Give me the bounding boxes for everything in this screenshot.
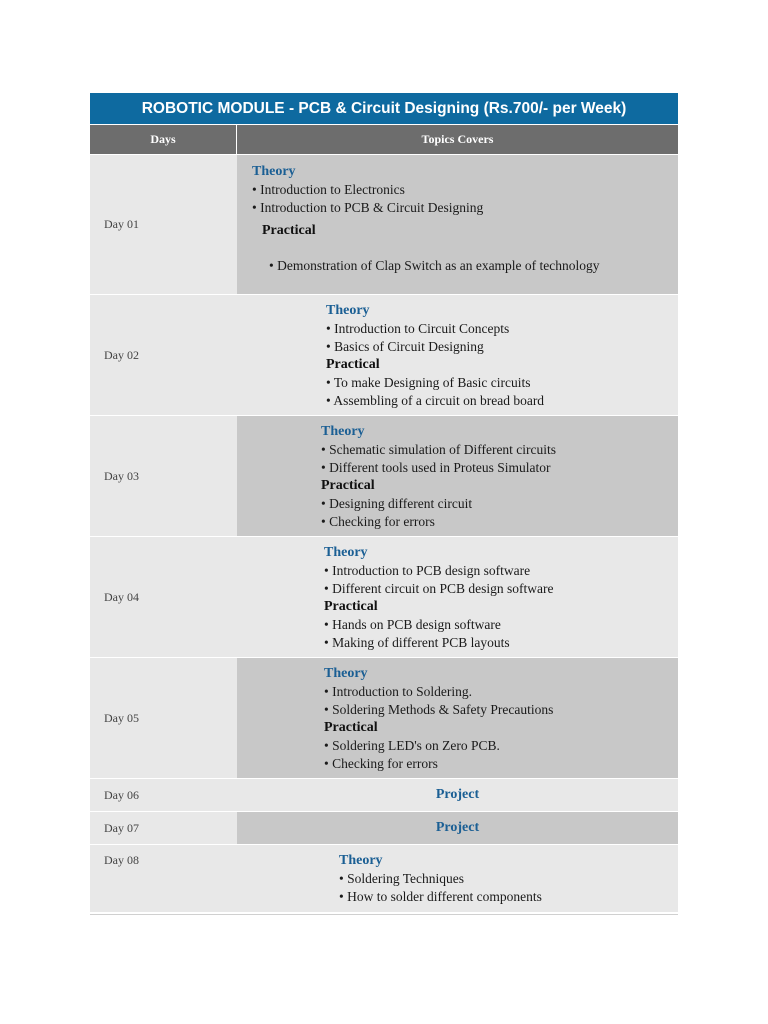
day-label: Day 04 bbox=[90, 537, 237, 657]
table-header-row bbox=[90, 124, 678, 154]
list-item: • To make Designing of Basic circuits bbox=[326, 375, 531, 390]
list-item: • How to solder different components bbox=[339, 889, 542, 904]
practical-heading: Practical bbox=[262, 223, 316, 238]
practical-heading: Practical bbox=[321, 478, 375, 493]
topics-cell bbox=[237, 658, 678, 778]
theory-heading: Theory bbox=[326, 303, 370, 318]
list-item: • Soldering Methods & Safety Precautions bbox=[324, 702, 554, 717]
table-row bbox=[90, 294, 678, 415]
list-item: • Basics of Circuit Designing bbox=[326, 339, 484, 354]
day-label: Day 08 bbox=[90, 845, 237, 912]
list-item: • Introduction to PCB & Circuit Designing bbox=[252, 200, 484, 215]
day-label: Day 07 bbox=[90, 812, 237, 844]
list-item: • Making of different PCB layouts bbox=[324, 635, 510, 650]
header-topics: Topics Covers bbox=[421, 132, 494, 146]
project-label: Project bbox=[435, 820, 480, 835]
project-label: Project bbox=[435, 787, 480, 802]
table-row bbox=[90, 536, 678, 657]
topics-cell bbox=[237, 845, 678, 912]
table-row bbox=[90, 415, 678, 536]
practical-heading: Practical bbox=[324, 720, 378, 735]
list-item: • Demonstration of Clap Switch as an example of technology bbox=[269, 258, 600, 273]
practical-heading: Practical bbox=[326, 357, 380, 372]
topics-cell bbox=[237, 812, 678, 844]
theory-heading: Theory bbox=[321, 424, 365, 439]
practical-heading: Practical bbox=[324, 599, 378, 614]
table-bottom-border bbox=[90, 914, 678, 915]
list-item: • Assembling of a circuit on bread board bbox=[326, 393, 545, 408]
table-row bbox=[90, 154, 678, 294]
theory-heading: Theory bbox=[339, 853, 383, 868]
day-label: Day 01 bbox=[90, 155, 237, 294]
list-item: • Introduction to Soldering. bbox=[324, 684, 472, 699]
list-item: • Soldering Techniques bbox=[339, 871, 465, 886]
topics-cell bbox=[237, 416, 678, 536]
list-item: • Soldering LED's on Zero PCB. bbox=[324, 738, 500, 753]
list-item: • Hands on PCB design software bbox=[324, 617, 501, 632]
list-item: • Introduction to PCB design software bbox=[324, 563, 531, 578]
course-table bbox=[90, 93, 678, 912]
list-item: • Checking for errors bbox=[324, 756, 438, 771]
day-label: Day 06 bbox=[90, 779, 237, 811]
topics-cell bbox=[237, 155, 678, 294]
list-item: • Designing different circuit bbox=[321, 496, 473, 511]
list-item: • Different circuit on PCB design software bbox=[324, 581, 554, 596]
list-item: • Introduction to Circuit Concepts bbox=[326, 321, 510, 336]
day-label: Day 02 bbox=[90, 295, 237, 415]
topics-cell bbox=[237, 295, 678, 415]
table-row bbox=[90, 778, 678, 811]
table-title: ROBOTIC MODULE - PCB & Circuit Designing (Rs.700/- per Week) bbox=[90, 93, 678, 124]
topics-cell bbox=[237, 779, 678, 811]
table-row bbox=[90, 811, 678, 844]
list-item: • Schematic simulation of Different circuits bbox=[321, 442, 557, 457]
table-row bbox=[90, 657, 678, 778]
header-days: Days bbox=[90, 125, 237, 154]
theory-heading: Theory bbox=[252, 164, 296, 179]
table-row bbox=[90, 844, 678, 912]
list-item: • Introduction to Electronics bbox=[252, 182, 405, 197]
theory-heading: Theory bbox=[324, 666, 368, 681]
day-label: Day 03 bbox=[90, 416, 237, 536]
theory-heading: Theory bbox=[324, 545, 368, 560]
list-item: • Checking for errors bbox=[321, 514, 435, 529]
topics-cell bbox=[237, 537, 678, 657]
day-label: Day 05 bbox=[90, 658, 237, 778]
list-item: • Different tools used in Proteus Simulator bbox=[321, 460, 551, 475]
